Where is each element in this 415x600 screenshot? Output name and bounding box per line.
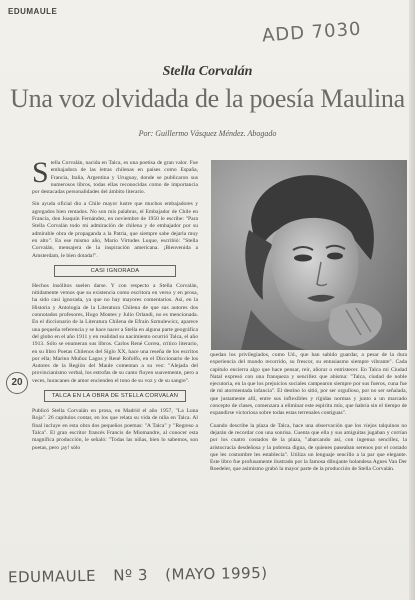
handwritten-stamp: ADD 7030 [261, 18, 363, 47]
paragraph-plaza: Cuando describe la plaza de Talca, hace una observación que los viejos talquinos no dejarán de recordar con una sonrisa. Cuenta que ella y sus amiguitas jugaban y corrían por los cuatro costados de la plaza, "abarcando así, con ingenua sencillez, la aristocracia desdeñosa y la pobreza digna, de quienes paseaban serenos por el costado que les costumbre les establecía". Utiliza un lenguaje sencillo a la par que elegante. Este libro fue profusamente ilustrado por la famosa dibujante holandesa Agnes Van Der Roedeler, que asimismo grabó la mayor parte de la producción de Stella Corvalán. [210, 422, 407, 473]
footer-publication: EDUMAULE [7, 566, 97, 587]
article-title: Una voz olvidada de la poesía Maulina [10, 84, 405, 113]
paragraph-ignored: Hechos insólitos suelen darse. Y con respecto a Stella Corvalán, nítidamente vemos que su existencia como escritora en verso y en prosa, ha sido casi ignorada, ya que no hay mayores comentarios. Así, en la Historia y Antología de la Literatura Chilena de que sus autores dos connotados profesores, Hugo Montes y Julio Orlandi, no es mencionada. En el diccionario de la Literatura Chilena de Efraín Szmulewicz, aparece una pequeña referencia y se hace nacer a Stella en alguna parte geográfica del globo en el año 1911 y en realidad su nacimiento ocurrió Talca, el año 1913. Sólo se enumeran sus libros. Carlos René Correa, crítico literario, en su libro Poetas Chilenos del Siglo XX, hace una reseña de los escritos por ella; Marino Muñoz Lagos y René Rofolfo, en el Diccionario de los Autores de la Región del Maule comentan a su vez: "Alejada del provincianismo verbal, los estrofas de su canto fluyen suavemente, pero a veces, huracanes de amor encienden el tono de su voz y de su sangre". [32, 282, 198, 384]
paragraph-luna-roja: Publicó Stella Corvalán en prosa, en Madrid el año 1957, "La Luna Roja". 26 capítulos contar, en los que relata su vida de niña en Talca. Al final incluye en esta obra dos pequeños poemas: "A Talca" y "Regreso a Talca". El gran escritor francés Francis de Miomandre, al conocer esta magnífica producción, le señaló: "Todas las niñas, bien lo sabemos, son poetas, pero ¡ay! sólo [32, 408, 198, 451]
paragraph-continuation: quedan los privilegiados, como Ud., que han sabido guardar, a pesar de la dura experiencia del mundo recorrido, su frescor, su entusiasmo siempre vibrante". Cada capítulo encierra algo que hace pensar, reír, añorar o entristecer. En Talca mi Ciudad Natal expresó con una franqueza y sencillez que abisma: "Talca, ciudad de noble ejecutoria, en la que los prejuicios sociales campearon siempre por sus fueros, cuna fue de mi atormentada infancia". El destino lo sitió, por ser orgulloso, por no ser señalada, que justamente allí, entre sus inflexibles y rígidas normas y junto a un marcado concepto de clases, comenzara a eliminar este espíritu mío, que habría sin el tiempo de expandirse victoriosa sobre todas estas terrenales contiguas". [210, 352, 407, 417]
left-column [32, 156, 198, 457]
drop-cap: S [32, 156, 49, 189]
portrait-image [211, 160, 407, 350]
article-author-heading: Stella Corvalán [162, 64, 253, 79]
intro-paragraph [32, 156, 198, 196]
footer-issue: Nº 3 [113, 565, 149, 585]
right-column [210, 352, 407, 479]
masthead: EDUMAULE [8, 7, 58, 16]
paragraph-embassy: Sin ayuda oficial dio a Chile mayor lustre que muchos embajadores y agregados bien rentados. No son mis palabras, el Embajador de Chile en Francia, don Joaquín Fernández, en noviembre de 1950 le escribe: "Para Stella Corvalán todo mi admiración de chilena y de embajador por su admirable obra de propaganda a la Patria, que siempre sabe dejarla muy en alto". En ese mismo año, Mario Virtudes Luque, escribió: "Stella Corvalán, mensajera de la inspiración americana. ¡Bienvenida a Amsterdam, le bien dotada!". [32, 201, 198, 259]
section-heading-casi-ignorada: CASI IGNORADA [54, 265, 176, 277]
portrait-photo [211, 160, 407, 350]
intro-text: tella Corvalán, nacida en Talca, es una poetisa de gran valor. Fue embajadora de las letras chilenas en países como España, Francia, Italia, Argentina y Uruguay, donde se publicaron sus numerosos libros, todas ellas reconocidas como de importancia por destacadas personalidades del ámbito literario. [32, 160, 198, 196]
page-number-badge: 20 [6, 372, 28, 394]
article-credit: Por: Guillermo Vásquez Méndez. Abogado [138, 129, 277, 138]
footer-date: (MAYO 1995) [165, 563, 268, 584]
section-heading-talca: TALCA EN LA OBRA DE STELLA CORVALAN [44, 390, 186, 402]
